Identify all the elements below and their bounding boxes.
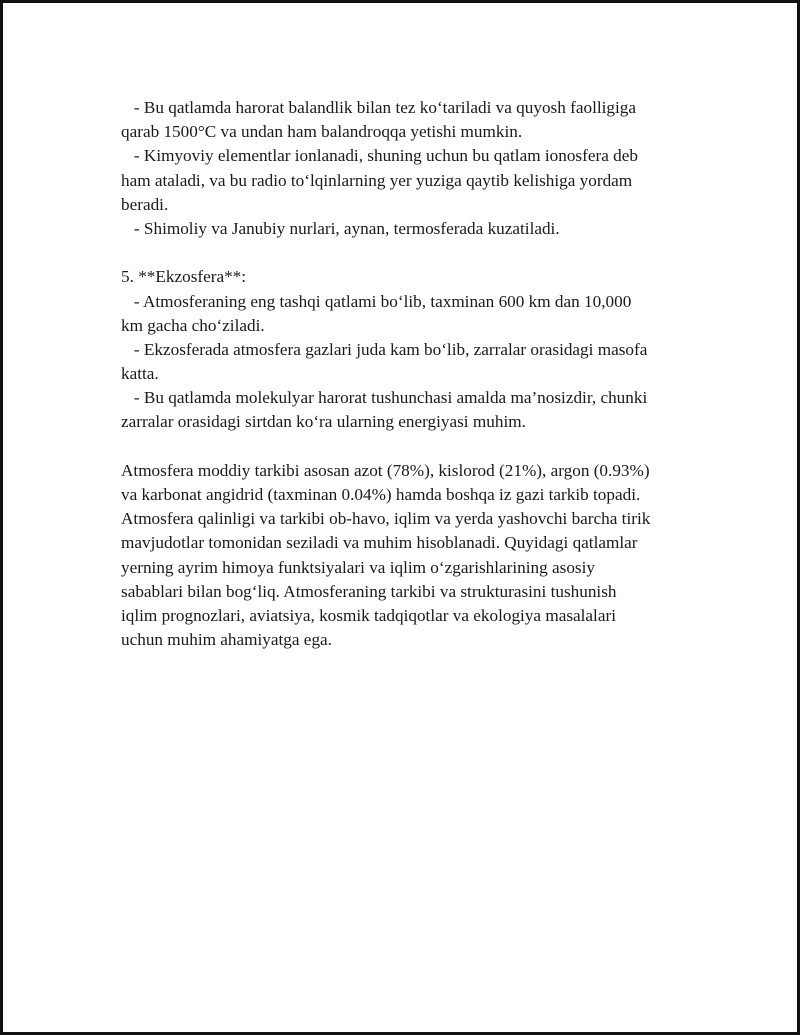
text-line: Atmosfera moddiy tarkibi asosan azot (78%), kislorod (21%), argon (0.93%) bbox=[121, 460, 650, 480]
text-line: uchun muhim ahamiyatga ega. bbox=[121, 630, 332, 650]
text-line: Atmosfera qalinligi va tarkibi ob-havo, iqlim va yerda yashovchi barcha tirik bbox=[121, 509, 651, 529]
text-line: zarralar orasidagi sirtdan ko‘ra ularning energiyasi muhim. bbox=[121, 412, 526, 432]
text-line: sabablari bilan bog‘liq. Atmosferaning tarkibi va strukturasini tushunish bbox=[121, 581, 617, 601]
exosphere-point-3 bbox=[121, 386, 701, 434]
thermosphere-point-2 bbox=[121, 144, 701, 217]
text-line: va karbonat angidrid (taxminan 0.04%) hamda boshqa iz gazi tarkib topadi. bbox=[121, 485, 641, 504]
text-line: - Bu qatlamda molekulyar harorat tushunchasi amalda ma’nosizdir, chunki bbox=[121, 388, 648, 408]
blank-line bbox=[121, 435, 701, 459]
text-line: - Atmosferaning eng tashqi qatlami bo‘lib, taxminan 600 km dan 10,000 bbox=[121, 291, 632, 311]
text-line: katta. bbox=[121, 364, 159, 384]
text-line: - Shimoliy va Janubiy nurlari, aynan, termosferada kuzatiladi. bbox=[121, 218, 560, 238]
text-line: iqlim prognozlari, aviatsiya, kosmik tadqiqotlar va ekologiya masalalari bbox=[121, 605, 616, 625]
thermosphere-point-1 bbox=[121, 96, 701, 144]
text-line: - Ekzosferada atmosfera gazlari juda kam bo‘lib, zarralar orasidagi masofa bbox=[121, 339, 648, 359]
thermosphere-point-3 bbox=[121, 217, 701, 241]
text-line: ham ataladi, va bu radio to‘lqinlarning yer yuziga qaytib kelishiga yordam bbox=[121, 170, 633, 190]
blank-line bbox=[121, 241, 701, 265]
exosphere-point-1 bbox=[121, 290, 701, 338]
text-line: - Bu qatlamda harorat balandlik bilan tez ko‘tariladi va quyosh faolligiga bbox=[121, 98, 636, 117]
summary-paragraph bbox=[121, 459, 701, 653]
document-body bbox=[121, 96, 701, 652]
text-line: km gacha cho‘ziladi. bbox=[121, 315, 265, 335]
text-line: qarab 1500°C va undan ham balandroqqa yetishi mumkin. bbox=[121, 122, 523, 142]
text-line: yerning ayrim himoya funktsiyalari va iqlim o‘zgarishlarining asosiy bbox=[121, 557, 595, 577]
exosphere-heading: 5. **Ekzosfera**: bbox=[121, 267, 247, 287]
exosphere-point-2 bbox=[121, 338, 701, 386]
text-line: - Kimyoviy elementlar ionlanadi, shuning uchun bu qatlam ionosfera deb bbox=[121, 146, 638, 166]
text-line: mavjudotlar tomonidan seziladi va muhim hisoblanadi. Quyidagi qatlamlar bbox=[121, 533, 638, 553]
text-line: beradi. bbox=[121, 194, 169, 214]
